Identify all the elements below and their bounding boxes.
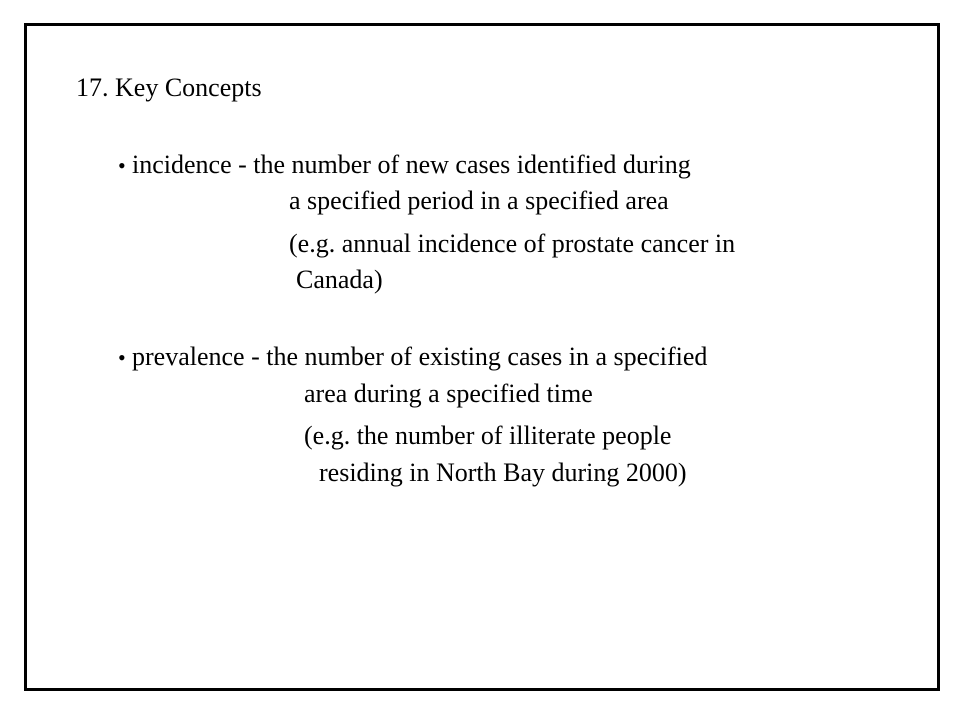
incidence-term-line: incidence - the number of new cases identified during <box>132 150 691 179</box>
bullet-dot-icon: • <box>118 153 126 178</box>
incidence-definition-line: a specified period in a specified area <box>289 186 669 215</box>
bullet-prevalence <box>118 342 707 373</box>
prevalence-example-line: residing in North Bay during 2000) <box>319 458 687 487</box>
incidence-example-line: Canada) <box>296 265 383 294</box>
bullet-dot-icon: • <box>118 345 126 370</box>
bullet-incidence <box>118 150 691 181</box>
slide-heading: 17. Key Concepts <box>76 73 262 102</box>
prevalence-definition-line: area during a specified time <box>304 379 593 408</box>
prevalence-term-line: prevalence - the number of existing cases in a specified <box>132 342 708 371</box>
incidence-example-line: (e.g. annual incidence of prostate cancer in <box>289 229 736 258</box>
prevalence-example-line: (e.g. the number of illiterate people <box>304 421 672 450</box>
